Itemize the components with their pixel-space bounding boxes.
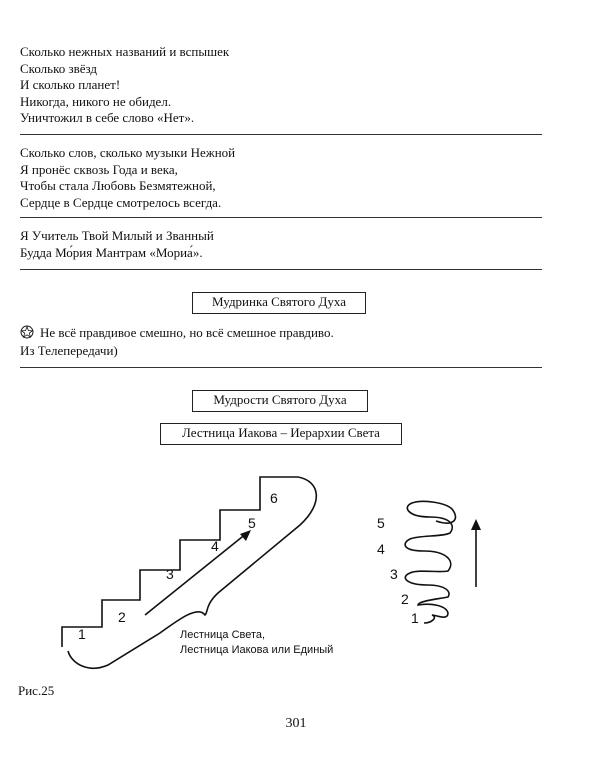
section-heading-wisdoms: Мудрости Святого Духа [192, 390, 368, 412]
ascent-arrow [145, 533, 247, 615]
step-number: 6 [270, 490, 278, 506]
poem-line: Сколько слов, сколько музыки Нежной [20, 145, 236, 160]
ladder-label-line-2: Лестница Иакова или Единый [180, 644, 334, 656]
page-number: 301 [285, 716, 307, 731]
poem-stanza-1 [20, 44, 229, 127]
step-number: 2 [118, 609, 126, 625]
section-heading-ladder: Лестница Иакова – Иерархии Света [160, 423, 402, 445]
divider [20, 134, 542, 135]
step-number: 4 [211, 538, 219, 554]
poem-line: Я пронёс сквозь Года и века, [20, 161, 178, 177]
poem-stanza-2 [20, 145, 235, 211]
figure-caption: Рис.25 [18, 683, 55, 698]
poem-line: Я Учитель Твой Милый и Званный [20, 228, 214, 243]
spiral-level-number: 2 [401, 591, 409, 607]
pentagram-icon [20, 325, 34, 339]
ladder-label-line-1: Лестница Света, [180, 629, 266, 641]
divider [20, 367, 542, 368]
quote-source: Из Телепередачи) [20, 343, 118, 358]
poem-line: И сколько планет! [20, 77, 121, 92]
divider [20, 217, 542, 218]
spiral-level-number: 5 [377, 515, 385, 531]
spiral-level-number: 1 [411, 610, 419, 626]
spiral-arrow-head [471, 519, 481, 530]
spiral-coil [405, 501, 455, 623]
spiral-level-number: 3 [390, 566, 398, 582]
poem-stanza-3 [20, 228, 214, 261]
jacobs-ladder-diagram [0, 455, 592, 675]
arrow-head [240, 530, 251, 541]
divider [20, 269, 542, 270]
poem-line: Чтобы стала Любовь Безмятежной, [20, 178, 216, 193]
quote-block [20, 324, 334, 360]
section-heading-wisdom: Мудринка Святого Духа [192, 292, 366, 314]
step-number: 1 [78, 626, 86, 642]
poem-line: Сердце в Сердце смотрелось всегда. [20, 194, 222, 210]
poem-line: Уничтожил в себе слово «Нет». [20, 110, 195, 125]
step-number: 3 [166, 566, 174, 582]
staircase-outline [62, 477, 298, 647]
poem-line: Сколько нежных названий и вспышек [20, 44, 230, 59]
poem-line: Никогда, никого не обидел. [20, 93, 172, 109]
spiral-level-number: 4 [377, 541, 385, 557]
quote-text: Не всё правдивое смешно, но всё смешное правдиво. [40, 325, 334, 340]
poem-line: Сколько звёзд [20, 60, 98, 76]
poem-line: Будда Мо́рия Мантрам «Мориа́». [20, 244, 203, 260]
step-number: 5 [248, 515, 256, 531]
